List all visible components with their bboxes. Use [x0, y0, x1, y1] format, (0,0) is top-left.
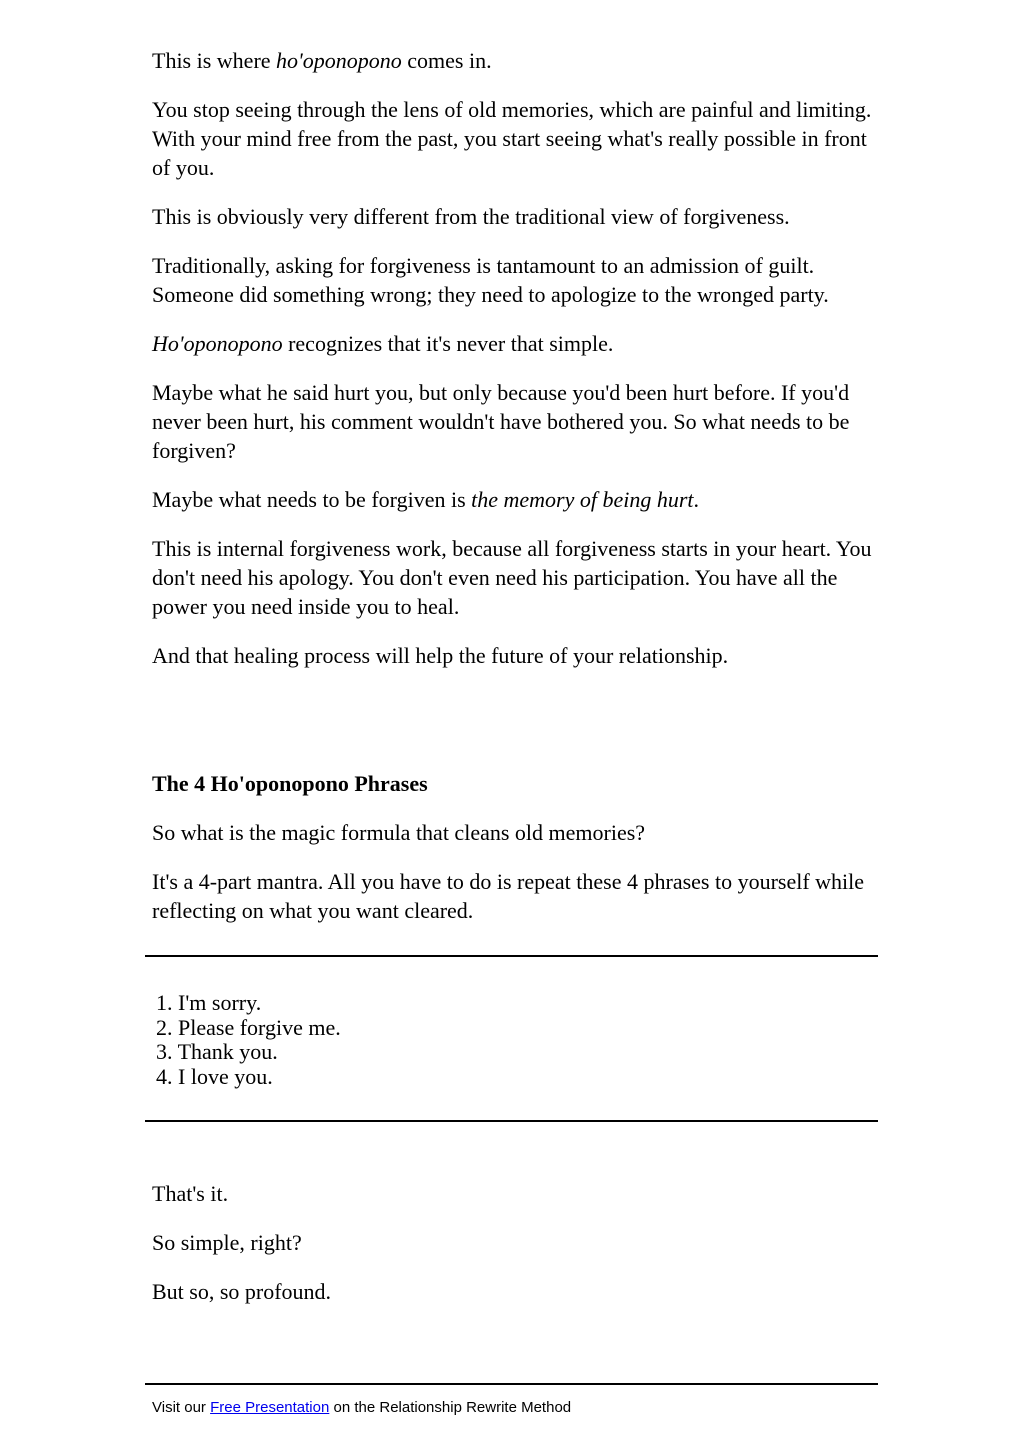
paragraph-never-simple: [152, 329, 876, 358]
paragraph-intro-lead: This is where: [152, 48, 277, 73]
paragraph-magic-formula: So what is the magic formula that cleans old memories?: [152, 820, 646, 845]
term-hooponopono-capital: Ho'oponopono: [152, 331, 283, 356]
paragraph-never-simple-tail: recognizes that it's never that simple.: [282, 331, 614, 356]
term-hooponopono: ho'oponopono: [276, 48, 402, 73]
footer-prefix: Visit our: [152, 1399, 211, 1416]
paragraph-memory-lead: Maybe what needs to be forgiven is: [152, 487, 472, 512]
mantra-item: 3. Thank you.: [156, 1039, 278, 1064]
body-text-block: [152, 46, 876, 690]
paragraph-healing-process: And that healing process will help the future of your relationship.: [152, 643, 729, 668]
mantra-item: 1. I'm sorry.: [156, 990, 262, 1015]
paragraph-intro-tail: comes in.: [401, 48, 492, 73]
paragraph-memory-tail: .: [693, 487, 700, 512]
closing-block: [152, 1179, 876, 1326]
mantra-bottom-divider: [145, 1120, 878, 1122]
paragraph-thats-it: That's it.: [152, 1181, 229, 1206]
paragraph-so-profound: But so, so profound.: [152, 1279, 332, 1304]
paragraph-admission-of-guilt: Traditionally, asking for forgiveness is tantamount to an admission of guilt. Someone did something wrong; they need to apologize to the wronged party.: [152, 253, 829, 307]
mantra-top-divider: [145, 955, 878, 957]
mantra-list: [156, 991, 341, 1089]
section-heading: The 4 Ho'oponopono Phrases: [152, 771, 428, 796]
paragraph-memory-of-hurt: [152, 485, 876, 514]
paragraph-internal-work: This is internal forgiveness work, because all forgiveness starts in your heart. You don't need his apology. You don't even need his participation. You have all the power you need inside you to heal.: [152, 536, 872, 619]
footer-suffix: on the Relationship Rewrite Method: [329, 1399, 572, 1416]
phrase-memory-of-being-hurt: the memory of being hurt: [471, 487, 694, 512]
paragraph-lens: You stop seeing through the lens of old memories, which are painful and limiting. With your mind free from the past, you start seeing what's really possible in front of you.: [152, 97, 872, 180]
mantra-item: 4. I love you.: [156, 1063, 273, 1089]
paragraph-hurt-before: Maybe what he said hurt you, but only because you'd been hurt before. If you'd never been hurt, his comment wouldn't have bothered you. So what needs to be forgiven?: [152, 380, 850, 463]
paragraph-four-part-mantra: It's a 4-part mantra. All you have to do is repeat these 4 phrases to yourself while reflecting on what you want cleared.: [152, 869, 865, 923]
free-presentation-link[interactable]: Free Presentation: [210, 1399, 330, 1416]
section-intro-block: [152, 818, 876, 945]
paragraph-traditional-view: This is obviously very different from the traditional view of forgiveness.: [152, 204, 790, 229]
page-footer: [152, 1399, 571, 1417]
paragraph-so-simple: So simple, right?: [152, 1230, 302, 1255]
paragraph-intro: [152, 46, 876, 75]
footer-divider: [145, 1383, 878, 1385]
mantra-item: 2. Please forgive me.: [156, 1014, 341, 1040]
